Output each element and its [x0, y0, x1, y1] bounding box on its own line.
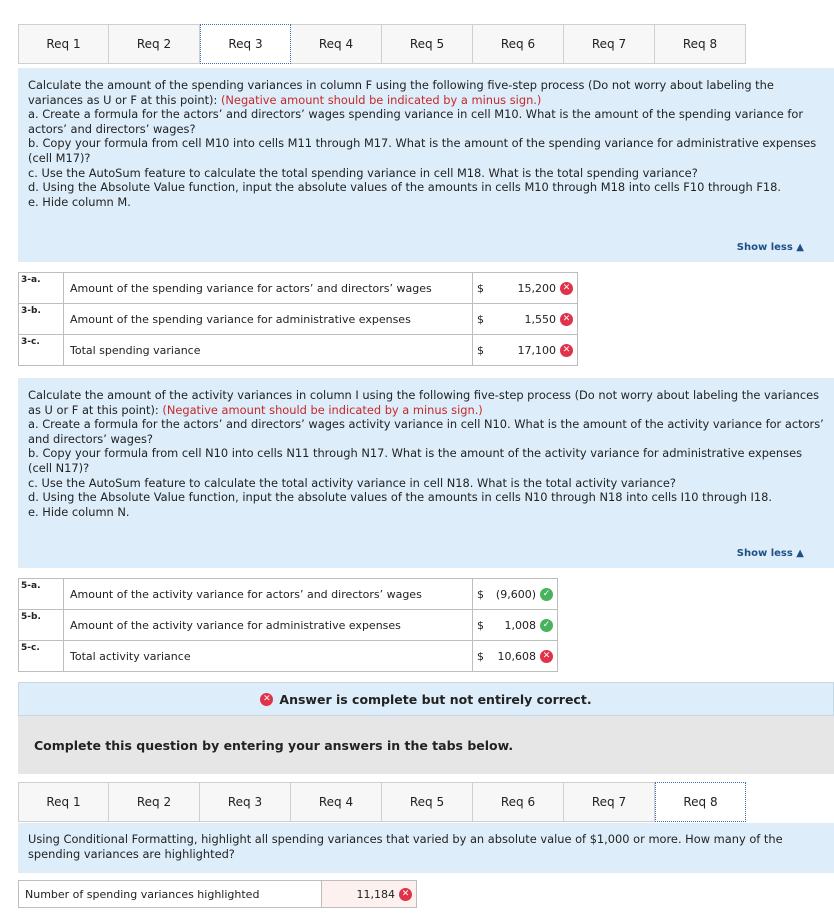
row-label: Amount of the spending variance for administrative expenses — [64, 304, 473, 335]
complete-instruction-text: Complete this question by entering your answers in the tabs below. — [34, 738, 514, 753]
row-label: Amount of the activity variance for actors’ and directors’ wages — [64, 579, 473, 610]
answer-value: 17,100 — [517, 343, 556, 357]
incorrect-icon: ✕ — [560, 344, 573, 357]
tab-req-6[interactable]: Req 6 — [473, 782, 564, 822]
spending-answer-table — [18, 272, 578, 366]
activity-step-b: b. Copy your formula from cell N10 into cells N11 through N17. What is the amount of the activity variance for administrative expenses (cell N17)? — [28, 446, 803, 475]
row-ref: 5-c. — [19, 641, 64, 672]
answer-value: 10,608 — [497, 649, 536, 663]
answer-input[interactable] — [473, 641, 558, 672]
spending-step-e: e. Hide column M. — [28, 194, 131, 209]
incorrect-icon: ✕ — [260, 693, 273, 706]
row-ref: 3-b. — [19, 304, 64, 335]
bottom-tab-bar — [18, 782, 746, 822]
activity-step-a: a. Create a formula for the actors’ and directors’ wages activity variance in cell N10. What is the amount of the activity variance for actors’ and directors’ wages? — [28, 417, 824, 446]
activity-note: (Negative amount should be indicated by a minus sign.) — [162, 402, 483, 417]
tab-req-3[interactable]: Req 3 — [200, 24, 291, 64]
activity-step-e: e. Hide column N. — [28, 504, 130, 519]
table-row — [19, 335, 578, 366]
answer-value: 11,184 — [356, 887, 395, 901]
tab-req-2[interactable]: Req 2 — [109, 24, 200, 64]
spending-step-c: c. Use the AutoSum feature to calculate the total spending variance in cell M18. What is the total spending variance? — [28, 165, 698, 180]
incorrect-icon: ✕ — [540, 650, 553, 663]
currency-symbol: $ — [477, 343, 484, 357]
answer-input[interactable] — [322, 881, 417, 908]
spending-show-less-label: Show less — [736, 242, 793, 253]
table-row — [19, 881, 417, 908]
result-banner — [18, 682, 834, 716]
answer-value: (9,600) — [495, 587, 536, 601]
activity-step-d: d. Using the Absolute Value function, input the absolute values of the amounts in cells N10 through N18 into cells I10 through I18. — [28, 490, 773, 505]
tab-req-2[interactable]: Req 2 — [109, 782, 200, 822]
triangle-up-icon: ▲ — [796, 548, 804, 559]
tab-req-5[interactable]: Req 5 — [382, 782, 473, 822]
answer-input[interactable] — [473, 610, 558, 641]
answer-input[interactable] — [473, 335, 578, 366]
tab-req-4[interactable]: Req 4 — [291, 782, 382, 822]
row-ref: 5-a. — [19, 579, 64, 610]
spending-instructions — [28, 78, 826, 209]
answer-value: 1,008 — [504, 618, 536, 632]
row-label: Number of spending variances highlighted — [19, 881, 322, 908]
correct-icon: ✓ — [540, 619, 553, 632]
req8-answer-table — [18, 880, 417, 908]
tab-req-7[interactable]: Req 7 — [564, 782, 655, 822]
result-banner-text: Answer is complete but not entirely correct. — [279, 691, 592, 707]
activity-show-less-label: Show less — [736, 548, 793, 559]
currency-symbol: $ — [477, 618, 484, 632]
row-label: Total spending variance — [64, 335, 473, 366]
row-ref: 3-a. — [19, 273, 64, 304]
incorrect-icon: ✕ — [399, 888, 412, 901]
tab-req-6[interactable]: Req 6 — [473, 24, 564, 64]
correct-icon: ✓ — [540, 588, 553, 601]
table-row — [19, 304, 578, 335]
top-tab-bar — [18, 24, 746, 64]
activity-show-less-link[interactable] — [737, 548, 804, 559]
activity-intro: Calculate the amount of the activity variances in column I using the following five-step process (Do not worry about labeling the variances as U or F at this point): — [28, 388, 820, 417]
spending-step-a: a. Create a formula for the actors’ and directors’ wages spending variance in cell M10. What is the amount of the spending variance for actors’ and directors’ wages? — [28, 107, 804, 136]
spending-instructions-panel — [18, 68, 834, 262]
row-ref: 5-b. — [19, 610, 64, 641]
table-row — [19, 641, 558, 672]
spending-show-less-link[interactable] — [737, 242, 804, 253]
currency-symbol: $ — [477, 649, 484, 663]
tab-req-8[interactable]: Req 8 — [655, 24, 746, 64]
tab-req-4[interactable]: Req 4 — [291, 24, 382, 64]
tab-req-1[interactable]: Req 1 — [18, 24, 109, 64]
table-row — [19, 610, 558, 641]
tab-req-7[interactable]: Req 7 — [564, 24, 655, 64]
incorrect-icon: ✕ — [560, 313, 573, 326]
tab-req-1[interactable]: Req 1 — [18, 782, 109, 822]
row-ref: 3-c. — [19, 335, 64, 366]
row-label: Amount of the activity variance for administrative expenses — [64, 610, 473, 641]
activity-answer-table — [18, 578, 558, 672]
activity-step-c: c. Use the AutoSum feature to calculate the total activity variance in cell N18. What is the total activity variance? — [28, 475, 676, 490]
tab-req-5[interactable]: Req 5 — [382, 24, 473, 64]
currency-symbol: $ — [477, 312, 484, 326]
answer-value: 15,200 — [517, 281, 556, 295]
triangle-up-icon: ▲ — [796, 242, 804, 253]
activity-instructions-panel — [18, 378, 834, 568]
answer-input[interactable] — [473, 304, 578, 335]
spending-step-b: b. Copy your formula from cell M10 into cells M11 through M17. What is the amount of the spending variance for administrative expenses (cell M17)? — [28, 136, 817, 165]
tab-req-3[interactable]: Req 3 — [200, 782, 291, 822]
complete-instruction-bar — [18, 716, 834, 774]
row-label: Total activity variance — [64, 641, 473, 672]
req8-question-panel — [18, 823, 834, 873]
row-label: Amount of the spending variance for actors’ and directors’ wages — [64, 273, 473, 304]
activity-instructions — [28, 388, 826, 519]
tab-req-8[interactable]: Req 8 — [655, 782, 746, 822]
spending-intro: Calculate the amount of the spending variances in column F using the following five-step process (Do not worry about labeling the variances as U or F at this point): — [28, 78, 774, 107]
table-row — [19, 273, 578, 304]
incorrect-icon: ✕ — [560, 282, 573, 295]
currency-symbol: $ — [477, 281, 484, 295]
spending-note: (Negative amount should be indicated by a minus sign.) — [220, 92, 542, 107]
spending-step-d: d. Using the Absolute Value function, input the absolute values of the amounts in cells M10 through M18 into cells F10 through F18. — [28, 180, 782, 195]
currency-symbol: $ — [477, 587, 484, 601]
table-row — [19, 579, 558, 610]
answer-input[interactable] — [473, 579, 558, 610]
req8-question: Using Conditional Formatting, highlight all spending variances that varied by an absolute value of $1,000 or more. How many of the spending variances are highlighted? — [28, 832, 783, 861]
answer-value: 1,550 — [524, 312, 556, 326]
answer-input[interactable] — [473, 273, 578, 304]
